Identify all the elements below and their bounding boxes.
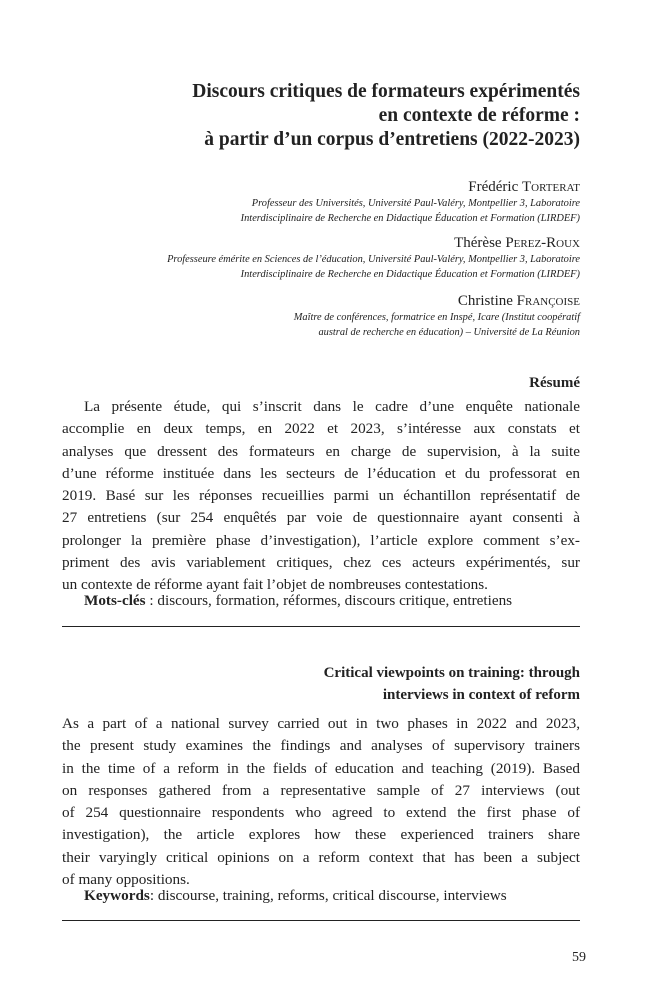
abstract-line: of many oppositions.: [62, 871, 190, 889]
keywords-text: : discourse, training, reforms, critical discourse, interviews: [149, 887, 507, 904]
title-line: Discours critiques de formateurs expérimentés: [192, 81, 580, 102]
affiliation-line: Interdisciplinaire de Recherche en Didactique Éducation et Formation (LIRDEF): [240, 269, 580, 280]
abstract-line: on responses gathered from a representative sample of 27 interviews (out: [62, 781, 580, 799]
resume-keywords: [84, 590, 512, 612]
keywords-text: : discours, formation, réformes, discours critique, entretiens: [145, 592, 513, 609]
affiliation-line: austral de recherche en éducation) – Université de La Réunion: [318, 327, 580, 338]
author-name: [62, 178, 580, 196]
resume-line: accomplie en deux temps, en 2022 et 2023, s’intéresse aux constats et: [62, 420, 580, 438]
author-affiliation: [62, 310, 580, 340]
abstract-heading: [62, 662, 580, 706]
title-line: à partir d’un corpus d’entretiens (2022-2023): [204, 129, 580, 150]
affiliation-line: Interdisciplinaire de Recherche en Didactique Éducation et Formation (LIRDEF): [240, 213, 580, 224]
abstract-line: As a part of a national survey carried out in two phases in 2022 and 2023,: [62, 715, 580, 732]
resume-line: analyses que dressent des formateurs en charge de supervision, à la suite: [62, 442, 580, 460]
resume-line: un contexte de réforme ayant fait l’objet de nombreuses contestations.: [62, 576, 488, 594]
author-block-3: [62, 292, 580, 340]
article-title: [62, 80, 580, 152]
author-affiliation: [62, 252, 580, 282]
affiliation-line: Professeur des Universités, Université Paul-Valéry, Montpellier 3, Laboratoire: [251, 198, 580, 209]
author-first-name: Thérèse: [454, 235, 502, 251]
resume-line: priment des avis variablement critiques, chez ces acteurs expérimentés, sur: [62, 554, 580, 572]
abstract-line: their varyingly critical opinions on a reform context that has been a subject: [62, 848, 580, 866]
author-last-name: Torterat: [521, 179, 580, 195]
title-line: en contexte de réforme :: [378, 105, 580, 126]
keywords-label: Keywords: [84, 887, 150, 904]
abstract-line: in the time of a reform in the fields of education and teaching (2019). Based: [62, 759, 580, 777]
resume-paragraph: [62, 396, 580, 597]
resume-heading: Résumé: [529, 375, 580, 391]
abstract-line: the present study examines the findings and analyses of supervisory trainers: [62, 737, 580, 755]
author-affiliation: [62, 196, 580, 226]
keywords-label: Mots-clés: [84, 592, 146, 609]
abstract-line: of 254 questionnaire respondents who agreed to extend the first phase of: [62, 804, 580, 822]
author-name: [62, 234, 580, 252]
abstract-keywords: [84, 885, 507, 907]
resume-line: La présente étude, qui s’inscrit dans le cadre d’une enquête nationale: [84, 398, 580, 415]
section-divider: [62, 920, 580, 921]
author-block-1: [62, 178, 580, 226]
affiliation-line: Maître de conférences, formatrice en Inspé, Icare (Institut coopératif: [293, 312, 580, 323]
author-block-2: [62, 234, 580, 282]
resume-line: 2019. Basé sur les réponses recueillies parmi un échantillon représentatif de: [62, 487, 580, 505]
abstract-heading-line: interviews in context of reform: [382, 687, 580, 703]
author-last-name: Perez-Roux: [505, 235, 580, 251]
affiliation-line: Professeure émérite en Sciences de l’éducation, Université Paul-Valéry, Montpellier 3, Laboratoire: [167, 254, 580, 265]
abstract-heading-line: Critical viewpoints on training: through: [323, 665, 580, 681]
abstract-line: investigation), the article explores how these experienced trainers share: [62, 826, 580, 844]
section-divider: [62, 626, 580, 627]
author-name: [62, 292, 580, 310]
author-last-name: Françoise: [516, 293, 580, 309]
author-first-name: Christine: [457, 293, 513, 309]
resume-line: prolonger la première phase d’investigation), l’article explore comment s’ex-: [62, 531, 580, 549]
author-first-name: Frédéric: [468, 179, 519, 195]
resume-line: 27 entretiens (sur 254 enquêtés par voie de questionnaire ayant consenti à: [62, 509, 580, 527]
page-number: 59: [572, 950, 586, 965]
abstract-paragraph: [62, 713, 580, 891]
resume-line: d’une réforme instituée dans les secteurs de l’éducation et du professorat en: [62, 464, 580, 482]
